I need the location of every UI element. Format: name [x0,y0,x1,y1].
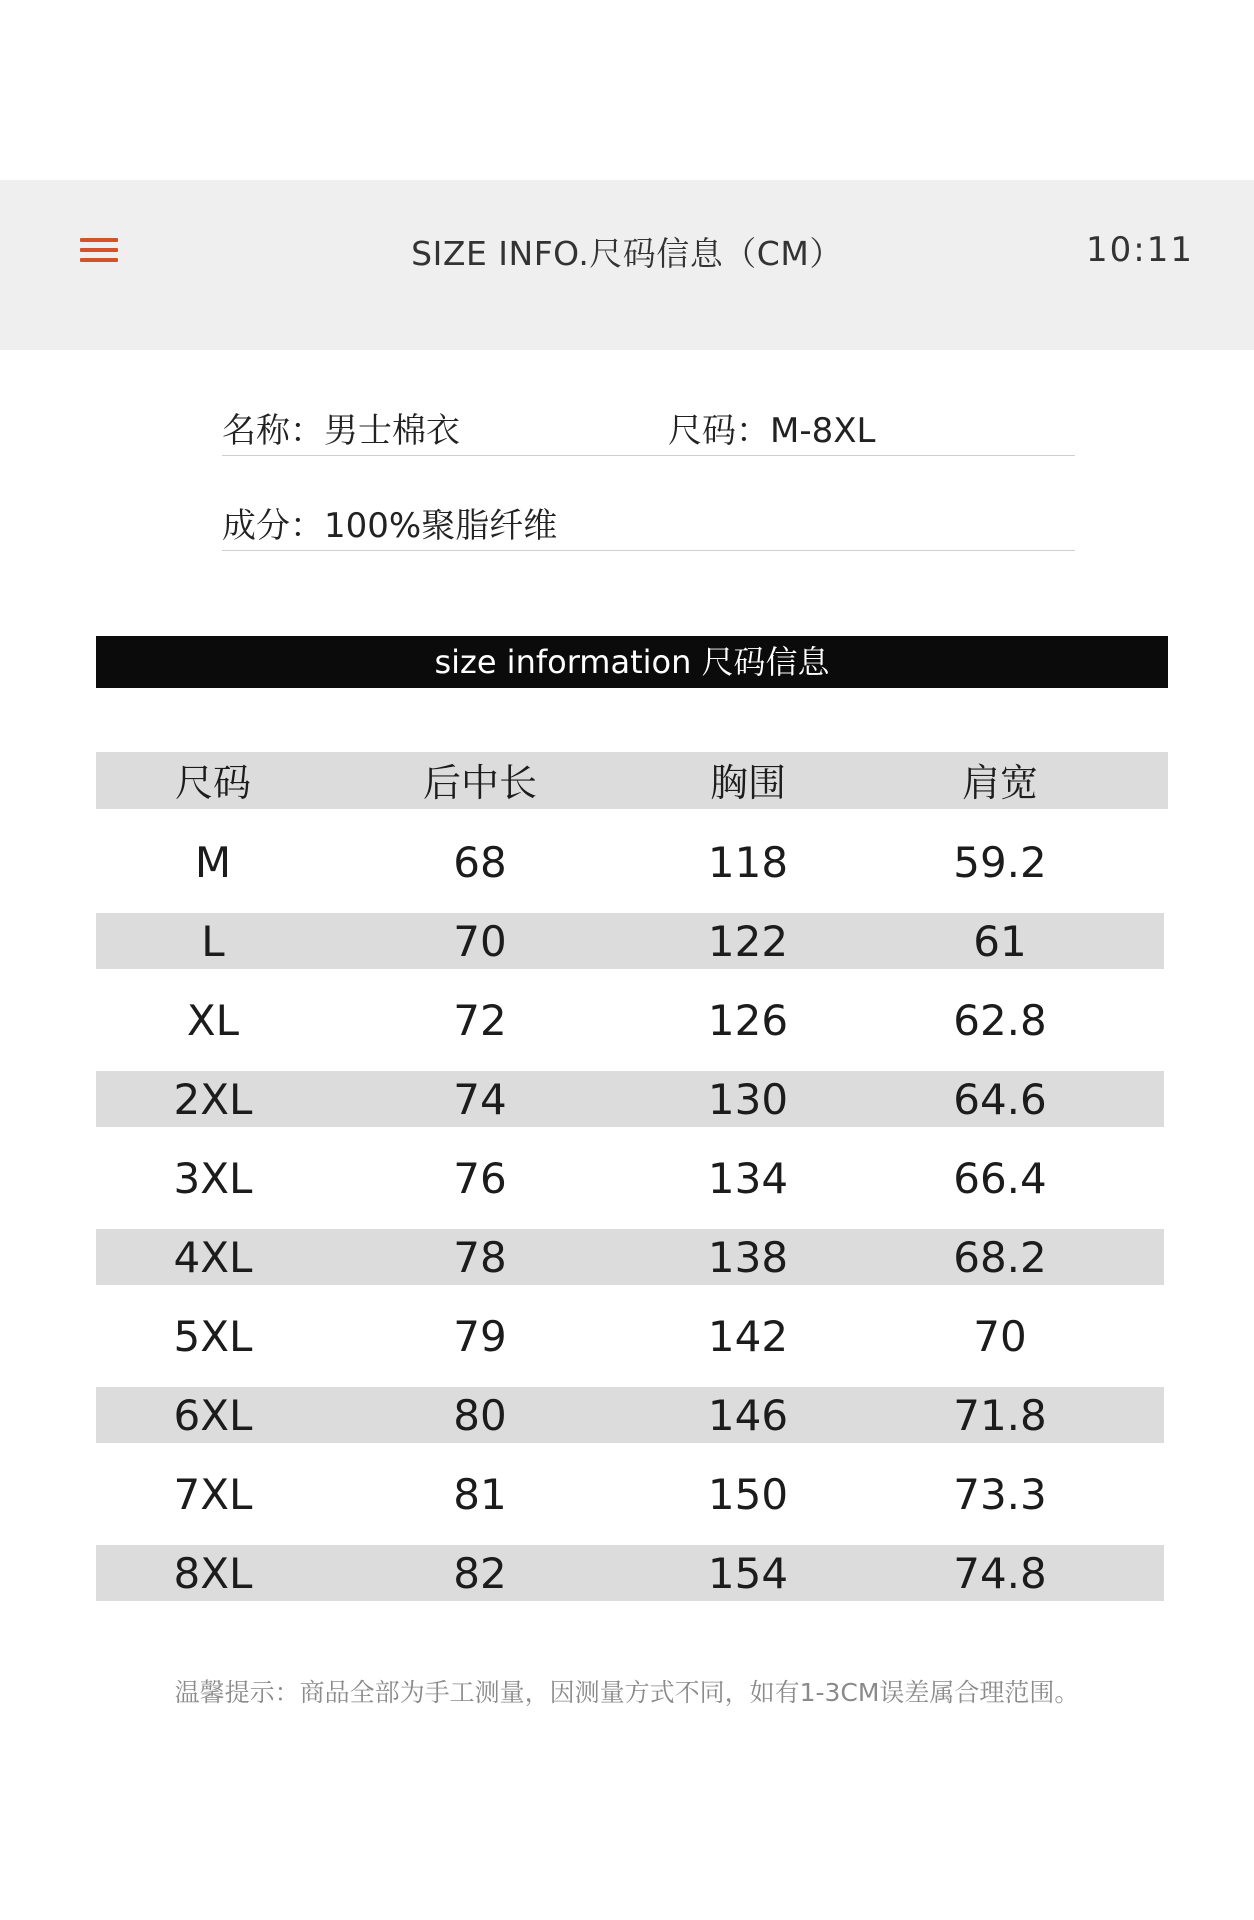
cell-shoulder: 61 [973,917,1027,966]
cell-shoulder: 64.6 [953,1075,1047,1124]
cell-back-length: 72 [453,996,507,1045]
cell-size: XL [186,996,240,1045]
table-row [96,1308,1168,1364]
cell-size: L [201,917,225,966]
column-header-shoulder: 肩宽 [961,761,1038,805]
cell-back-length: 80 [453,1391,507,1440]
cell-chest: 118 [707,838,789,887]
product-composition: 成分：100%聚脂纤维 [222,506,558,546]
cell-size: 2XL [173,1075,253,1124]
hamburger-menu-icon[interactable] [80,235,122,265]
table-row [96,1545,1164,1601]
column-header-chest: 胸围 [709,761,786,805]
table-row [96,1466,1168,1522]
product-name: 名称：男士棉衣 [222,411,460,451]
cell-shoulder: 68.2 [953,1233,1047,1282]
product-info-row [222,395,1075,456]
page-title: SIZE INFO.尺码信息（CM） [411,234,843,273]
table-row [96,992,1168,1048]
size-table [96,752,1168,1624]
cell-chest: 126 [707,996,789,1045]
cell-shoulder: 73.3 [953,1470,1047,1519]
cell-back-length: 79 [453,1312,507,1361]
cell-back-length: 68 [453,838,507,887]
cell-shoulder: 62.8 [953,996,1047,1045]
cell-chest: 130 [707,1075,789,1124]
cell-back-length: 82 [453,1549,507,1598]
menu-icon-line [80,238,118,242]
size-info-banner: size information 尺码信息 [96,636,1168,688]
table-row [96,913,1164,969]
menu-icon-line [80,248,118,252]
cell-size: 5XL [173,1312,253,1361]
cell-back-length: 78 [453,1233,507,1282]
composition-info-row [222,490,1075,551]
cell-size: M [194,838,232,887]
product-size-range: 尺码：M-8XL [668,411,876,451]
table-row [96,1229,1164,1285]
cell-size: 4XL [173,1233,253,1282]
size-footnote: 温馨提示：商品全部为手工测量，因测量方式不同，如有1-3CM误差属合理范围。 [174,1678,1080,1707]
cell-back-length: 70 [453,917,507,966]
cell-shoulder: 71.8 [953,1391,1047,1440]
cell-shoulder: 70 [973,1312,1027,1361]
cell-size: 3XL [173,1154,253,1203]
table-row [96,1150,1168,1206]
cell-chest: 150 [707,1470,789,1519]
cell-chest: 134 [707,1154,789,1203]
cell-shoulder: 66.4 [953,1154,1047,1203]
table-header-row [96,752,1168,809]
cell-shoulder: 59.2 [953,838,1047,887]
column-header-size: 尺码 [174,761,251,805]
cell-chest: 122 [707,917,789,966]
cell-shoulder: 74.8 [953,1549,1047,1598]
cell-chest: 146 [707,1391,789,1440]
cell-chest: 154 [707,1549,789,1598]
menu-icon-line [80,258,118,262]
table-row [96,834,1168,890]
table-row [96,1387,1164,1443]
cell-size: 6XL [173,1391,253,1440]
cell-back-length: 74 [453,1075,507,1124]
cell-chest: 138 [707,1233,789,1282]
cell-chest: 142 [707,1312,789,1361]
cell-back-length: 81 [453,1470,507,1519]
table-row [96,1071,1164,1127]
column-header-back-length: 后中长 [422,761,537,805]
cell-back-length: 76 [453,1154,507,1203]
cell-size: 8XL [173,1549,253,1598]
clock-time: 10:11 [1086,230,1194,270]
cell-size: 7XL [173,1470,253,1519]
